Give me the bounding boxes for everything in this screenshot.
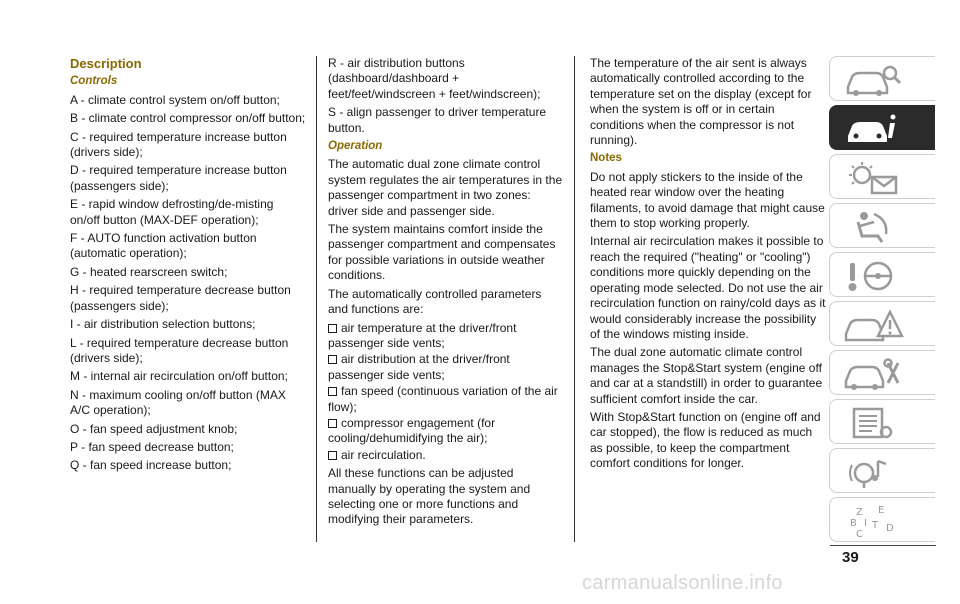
index-letter: D — [886, 523, 894, 534]
bullet-item — [328, 352, 564, 383]
index-letter: T — [872, 520, 879, 531]
warning-lights-message-icon — [844, 161, 904, 195]
technical-data-list-icon — [844, 406, 904, 440]
index-letter: E — [878, 505, 885, 516]
page-number-rule — [830, 545, 936, 546]
control-item-i: I - air distribution selection buttons; — [70, 317, 256, 332]
tab-safety[interactable] — [829, 203, 935, 248]
bullet-text: air temperature at the driver/front passenger side vents; — [328, 320, 517, 350]
watermark: carmanualsonline.info — [582, 572, 783, 594]
square-bullet-icon — [328, 451, 337, 460]
index-letter: I — [864, 518, 867, 529]
car-emergency-icon — [844, 308, 904, 342]
control-item-o: O - fan speed adjustment knob; — [70, 421, 238, 436]
column-controls-list — [70, 56, 306, 477]
control-item-n: N - maximum cooling on/off button (MAX A/C operation); — [70, 387, 286, 418]
control-item-p: P - fan speed decrease button; — [70, 439, 234, 454]
subheading-operation: Operation — [328, 140, 383, 153]
subheading-notes: Notes — [590, 152, 622, 165]
control-item-e: E - rapid window defrosting/de-misting on/off button (MAX-DEF operation); — [70, 197, 274, 227]
operation-paragraph: The system maintains comfort inside the passenger compartment and compensates for possible variations in outside weather conditions. — [328, 222, 556, 283]
control-item-g: G - heated rearscreen switch; — [70, 264, 228, 279]
tab-index[interactable] — [829, 497, 935, 542]
control-item-q: Q - fan speed increase button; — [70, 458, 232, 473]
car-maintenance-icon — [844, 357, 904, 391]
index-letter: C — [856, 529, 863, 538]
control-item-r: R - air distribution buttons (dashboard/dashboard + feet/feet/windscreen + feet/windscreen); — [328, 56, 541, 101]
bullet-text: compressor engagement (for cooling/dehumidifying the air); — [328, 415, 496, 446]
operation-paragraph: All these functions can be adjusted manually by operating the system and selecting one or more functions and modifying their parameters. — [328, 466, 531, 527]
tab-servicing-maintenance[interactable] — [829, 350, 935, 395]
chapter-tabs-sidebar — [829, 56, 935, 546]
operation-paragraph: The automatic dual zone climate control system regulates the air temperatures in the passenger compartment in two zones: driver side and passenger side. — [328, 157, 563, 218]
car-search-icon — [844, 63, 904, 97]
page-number: 39 — [842, 549, 859, 566]
car-info-icon — [844, 112, 904, 146]
bullet-text: fan speed (continuous variation of the air flow); — [328, 384, 558, 414]
steering-wheel-icon — [844, 259, 904, 293]
control-item-d: D - required temperature increase button (passengers side); — [70, 163, 287, 193]
tab-warning-lights[interactable] — [829, 154, 935, 199]
tab-getting-to-know-car[interactable] — [829, 56, 935, 101]
square-bullet-icon — [328, 419, 337, 428]
multimedia-icon — [844, 455, 904, 489]
tab-starting-driving[interactable] — [829, 252, 935, 297]
notes-paragraph: Internal air recirculation makes it possible to reach the required ("heating" or "cooling") conditions more quickly depending on the operating mode selected. Do not use the air recirculation function on rainy/cold days as it would considerably increase the possibility of the windows misting inside. — [590, 234, 826, 341]
square-bullet-icon — [328, 387, 337, 396]
operation-paragraph: The automatically controlled parameters and functions are: — [328, 286, 542, 317]
column-divider — [316, 56, 317, 542]
body-paragraph: The temperature of the air sent is always automatically controlled according to the temperature set on the display (except for when the system is off or in certain conditions when the compressor is not running). — [590, 56, 812, 148]
column-divider — [574, 56, 575, 542]
subheading-controls: Controls — [70, 75, 118, 88]
control-item-l: L - required temperature decrease button (drivers side); — [70, 335, 289, 365]
bullet-item — [328, 321, 564, 352]
seat-safety-icon — [844, 210, 904, 244]
square-bullet-icon — [328, 324, 337, 333]
index-letters-icon — [844, 504, 904, 538]
control-item-f: F - AUTO function activation button (automatic operation); — [70, 231, 257, 261]
index-letter: Z — [856, 507, 863, 518]
index-letter: B — [850, 518, 857, 529]
tab-technical-data[interactable] — [829, 399, 935, 444]
control-item-s: S - align passenger to driver temperature button. — [328, 105, 547, 135]
square-bullet-icon — [328, 355, 337, 364]
control-item-b: B - climate control compressor on/off button; — [70, 111, 306, 126]
control-item-h: H - required temperature decrease button (passengers side); — [70, 283, 291, 313]
tab-dashboard-info[interactable] — [829, 105, 935, 150]
control-item-m: M - internal air recirculation on/off button; — [70, 369, 288, 384]
control-item-c: C - required temperature increase button (drivers side); — [70, 129, 287, 160]
bullet-text: air recirculation. — [341, 447, 426, 462]
bullet-item — [328, 448, 564, 463]
notes-paragraph: Do not apply stickers to the inside of the heated rear window over the heating filaments, to avoid damage that might cause them to stop working properly. — [590, 169, 825, 231]
notes-paragraph: The dual zone automatic climate control manages the Stop&Start system (engine off and car at a standstill) in order to guarantee sufficient comfort inside the car. — [590, 345, 823, 406]
bullet-item — [328, 416, 564, 447]
section-title-description: Description — [70, 56, 142, 71]
bullet-item — [328, 384, 564, 415]
column-operation — [328, 56, 564, 531]
notes-paragraph: With Stop&Start function on (engine off and car stopped), the flow is reduced as much as possible, to keep the compartment comfort conditions for longer. — [590, 409, 821, 471]
tab-emergency[interactable] — [829, 301, 935, 346]
tab-multimedia[interactable] — [829, 448, 935, 493]
column-notes — [590, 56, 826, 475]
control-item-a: A - climate control system on/off button; — [70, 92, 280, 107]
bullet-text: air distribution at the driver/front passenger side vents; — [328, 352, 510, 382]
